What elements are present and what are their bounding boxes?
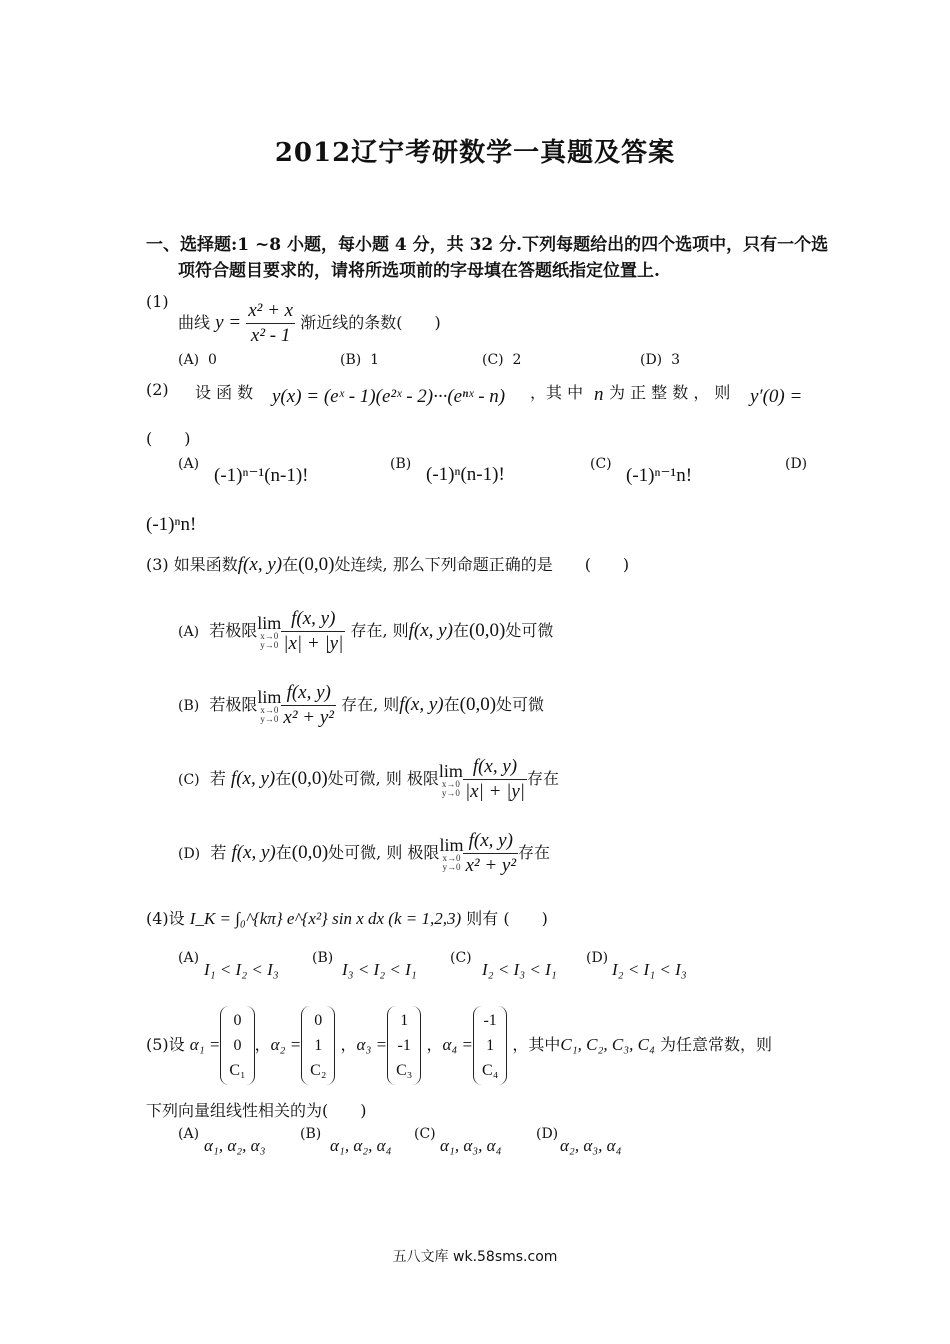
question-2-option-d-text: (-1)ⁿn!	[146, 514, 197, 535]
question-4-option-d-text: I₂ < I₁ < I₃	[612, 960, 687, 979]
question-2-number: (2)	[146, 380, 169, 399]
question-3-stem: (3) 如果函数f(x, y)在(0,0)处连续, 那么下列命题正确的是 ( )	[146, 554, 630, 575]
section-heading-line1: 一、选择题:1 ~8 小题，每小题 4 分，共 32 分.下列每题给出的四个选项中，只有一个选	[146, 235, 829, 255]
question-5-option-c-label: (C)	[414, 1126, 436, 1142]
question-5-option-d-text: α₂, α₃, α₄	[560, 1136, 622, 1155]
question-1-fraction: $\frac{\text{x² + x}}{\text{x² - 1}}$	[248, 300, 294, 346]
footer-watermark: 五八文库 wk.58sms.com	[392, 1249, 558, 1265]
question-2-option-a-text: (-1)ⁿ⁻¹(n-1)!	[214, 465, 309, 486]
question-4-option-a-label: (A)	[178, 950, 200, 966]
question-1-option-d: (D) 3	[640, 352, 680, 368]
question-5-option-c-text: α₁, α₃, α₄	[440, 1136, 502, 1155]
question-4-option-b-text: I₃ < I₂ < I₁	[342, 960, 417, 979]
question-5-line2: 下列向量组线性相关的为( )	[146, 1101, 367, 1120]
question-3-option-c: (C) 若 f(x, y)在(0,0)处可微, 则 极限 lim x→0 y→0 $\frac{f(x, y)}{|x| + |y|}$ 存在	[178, 756, 560, 802]
question-5-option-d-label: (D)	[536, 1126, 559, 1142]
question-3-option-a: (A) 若极限 lim x→0 y→0 $\frac{f(x, y)}{|x| + |y|}$ 存在, 则f(x, y)在(0,0)处可微	[178, 608, 554, 654]
section-heading-line2: 项符合题目要求的，请将所选项前的字母填在答题纸指定位置上.	[178, 261, 660, 281]
question-2-function: y(x) = (eˣ - 1)(e²ˣ - 2)···(eⁿˣ - n)	[272, 386, 506, 407]
question-4-option-a-text: I₁ < I₂ < I₃	[204, 960, 279, 979]
page-title: 2012辽宁考研数学一真题及答案	[274, 138, 676, 168]
question-5-stem: (5)设 α₁ = 0 0 C₁ ，α₂ = 0 1 C₂ ，α₃ = 1 -1 C₃ ，α₄ = -1 1 C₄ ，其中C₁, C₂, C₃, C₄ 为任意常数，则	[146, 1006, 772, 1085]
question-1-stem: 曲线 y = $\frac{\text{x² + x}}{\text{x² - 1}}$ 渐近线的条数( )	[178, 300, 441, 346]
question-2-answer-paren: ( )	[146, 429, 191, 448]
question-5-option-a-label: (A)	[178, 1126, 200, 1142]
question-5-option-b-label: (B)	[300, 1126, 322, 1142]
question-2-option-c-text: (-1)ⁿ⁻¹n!	[626, 465, 693, 486]
question-2-option-a-label: (A)	[178, 456, 200, 472]
question-2-lead: 设 函 数	[195, 383, 254, 402]
question-2-option-b-label: (B)	[390, 456, 412, 472]
question-4-option-c-text: I₂ < I₃ < I₁	[482, 960, 557, 979]
question-5-option-a-text: α₁, α₂, α₃	[204, 1136, 266, 1155]
question-1-option-c: (C) 2	[482, 352, 522, 368]
question-3-option-b: (B) 若极限 lim x→0 y→0 $\frac{f(x, y)}{\text{x² + y²}}$ 存在, 则f(x, y)在(0,0)处可微	[178, 682, 545, 728]
question-2-mid2: 为 正 整 数 ， 则	[609, 383, 731, 402]
question-1-number: (1)	[146, 292, 169, 311]
question-5-option-b-text: α₁, α₂, α₄	[330, 1136, 392, 1155]
question-1-option-b: (B) 1	[340, 352, 380, 368]
question-2-mid1: ，其 中	[530, 383, 584, 402]
question-2-n: n	[594, 384, 604, 405]
question-4-stem: (4)设 I_K = ∫₀^{kπ} e^{x²} sin x dx (k = 1,2,3) 则有 ( )	[146, 909, 548, 928]
question-4-option-d-label: (D)	[586, 950, 609, 966]
question-2-option-b-text: (-1)ⁿ(n-1)!	[426, 464, 505, 485]
question-2-option-c-label: (C)	[590, 456, 612, 472]
question-2-option-d-label: (D)	[785, 456, 808, 472]
question-1-option-a: (A) 0	[178, 352, 217, 368]
question-4-option-c-label: (C)	[450, 950, 472, 966]
question-3-option-d: (D) 若 f(x, y)在(0,0)处可微, 则 极限 lim x→0 y→0 $\frac{f(x, y)}{\text{x² + y²}}$ 存在	[178, 830, 551, 876]
question-4-option-b-label: (B)	[312, 950, 334, 966]
question-2-derivative: y′(0) =	[750, 386, 803, 407]
